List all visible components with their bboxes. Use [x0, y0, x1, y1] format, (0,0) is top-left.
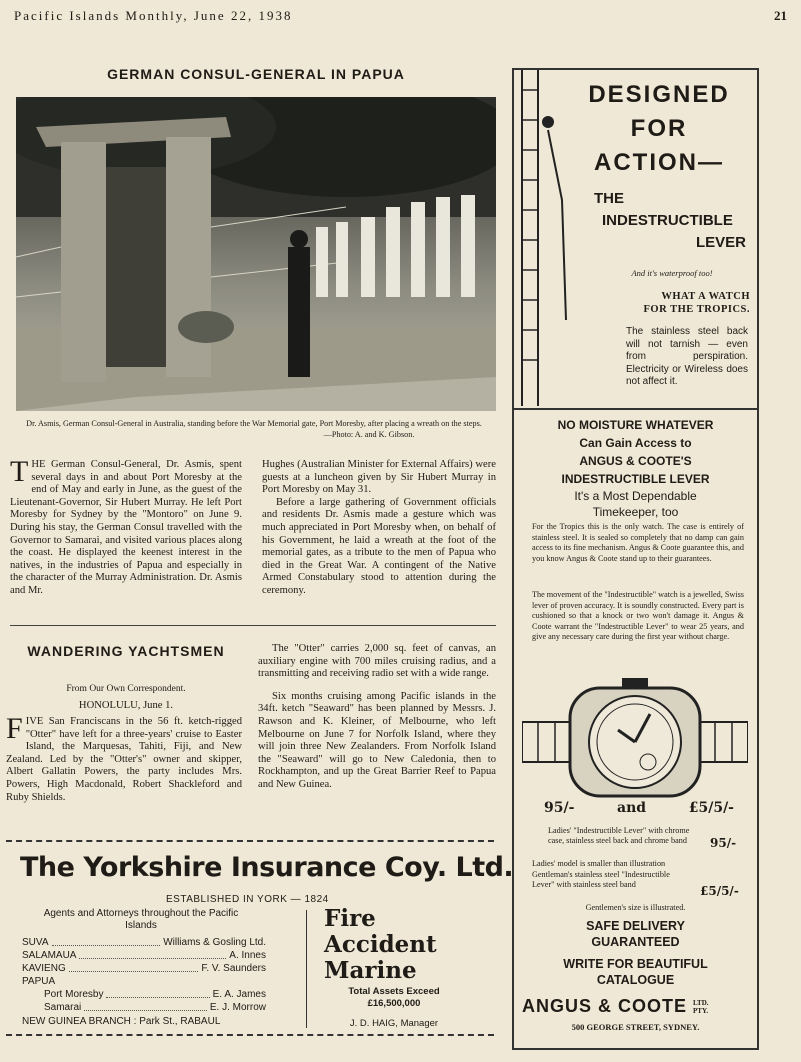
article2-column1 [6, 712, 242, 804]
agent-name: E. J. Morrow [209, 1002, 266, 1013]
product-name [594, 188, 750, 254]
moisture-line: NO MOISTURE WHATEVER [557, 418, 714, 432]
dropcap: T [10, 455, 29, 488]
headline-line: ACTION— [594, 149, 724, 176]
price-and: and [617, 800, 647, 816]
masthead: Pacific Islands Monthly, June 22, 1938 [14, 8, 293, 23]
catalogue-line: WRITE FOR BEAUTIFUL [563, 957, 708, 971]
delivery-line: GUARANTEED [591, 935, 680, 949]
product-line: INDESTRUCTIBLE [602, 212, 733, 229]
article1-col1-text: HE German Consul-General, Dr. Asmis, spent several days in and about Port Moresby at the end of May and early in June, as the guest of the Lieutenant-Governor, Sir Hubert Murray. He left Port Moresby for Sydney by the "Montoro" on June 9. During his stay, the German Consul travelled with the Governor to Samarai, and visited various places along the coast. He displayed the keenest interest in the natives, in the industries of Papua and especially in the character of the Murray Administration. Dr. Asmis and Mr. [10, 459, 242, 596]
moisture-block [514, 416, 757, 488]
agent-row [22, 949, 266, 962]
ad-headline [574, 78, 744, 180]
manager-line: J. D. HAIG, Manager [349, 1018, 439, 1029]
price-high: £5/5/- [688, 800, 734, 816]
article2-col1-text: IVE San Franciscans in the 56 ft. ketch-rigged "Otter" have left for a three-years' cruise to Easter Island, the Marquesas, Tahiti, Fiji, and New Zealand. Led by the "Otter's" owner and skipper, Albert Gallatin Powers, the party includes Mrs. Powers, High Macdonald, Robert Shackleford and Ruby Shields. [6, 716, 242, 803]
ad-divider [306, 910, 307, 1028]
brand-suffix: LTD. PTY. [693, 998, 709, 1015]
headline-line: FOR [630, 115, 688, 142]
gents-desc: Gentleman's stainless steel "Indestructible Lever" with stainless steel band [532, 870, 670, 890]
moisture-line: INDESTRUCTIBLE LEVER [561, 472, 710, 486]
article1-column1 [10, 455, 242, 598]
assets-label: Total Assets Exceed [348, 986, 440, 997]
dependable-block [514, 488, 757, 520]
agent-place: Port Moresby [44, 989, 104, 1000]
tagline [594, 290, 750, 316]
article1-col2-para1: Hughes (Australian Minister for External Affairs) were guests at a luncheon given by Sir Hubert Murray in Port Moresby on May 31. [262, 459, 496, 496]
agent-row [22, 936, 266, 949]
agent-name: A. Innes [229, 950, 266, 961]
byline: From Our Own Correspondent. [66, 684, 186, 694]
ladies-desc: Ladies' "Indestructible Lever" with chrome case, stainless steel back and chrome band [548, 826, 690, 846]
dependable-line: It's a Most Dependable [574, 489, 697, 503]
papua-label: PAPUA [22, 976, 56, 987]
assets-block [324, 986, 464, 1010]
article2-column2 [258, 643, 496, 792]
established-line: ESTABLISHED IN YORK — 1824 [166, 894, 329, 905]
insurance-lines [324, 906, 484, 984]
catalogue-block [514, 956, 757, 988]
agent-row [22, 1001, 266, 1014]
agent-row [22, 962, 266, 975]
article-title: GERMAN CONSUL-GENERAL IN PAPUA [107, 66, 405, 82]
product-line: LEVER [695, 234, 746, 251]
article1-column2 [262, 459, 496, 598]
article1-col2-para2: Before a large gathering of Government officials and residents Dr. Asmis made a gesture which was much appreciated in Port Moresby when, on behalf of his Government, he laid a wreath at the foot of the memorial gates, as a tribute to the men of Papua who died in the Great War. A contingent of the Native Armed Constabulary stood to attention during the ceremony. [262, 496, 496, 596]
agent-row [22, 988, 266, 1001]
agent-place: SALAMAUA [22, 950, 77, 961]
catalogue-line: CATALOGUE [596, 973, 675, 987]
tagline-line: FOR THE TROPICS. [643, 304, 750, 315]
brand-name: ANGUS & COOTE [522, 996, 688, 1016]
product-line: THE [594, 190, 624, 207]
dateline: HONOLULU, June 1. [78, 700, 174, 711]
photo-credit: —Photo: A. and K. Gibson. [323, 430, 415, 439]
price-low: 95/- [544, 800, 575, 816]
page-header [14, 8, 787, 26]
article2-title: WANDERING YACHTSMEN [27, 643, 225, 659]
gents-note: Gentlemen's size is illustrated. [585, 903, 686, 912]
photo-illustration [16, 97, 496, 411]
brand-block [522, 996, 752, 1017]
price-row [544, 800, 734, 816]
moisture-line: ANGUS & COOTE'S [579, 454, 692, 468]
waterproof-note: And it's waterproof too! [631, 268, 713, 278]
body-text-1: The stainless steel back will not tarnish — even from perspiration. Electricity or Wireless does not affect it. [626, 326, 748, 387]
address: 500 GEORGE STREET, SYDNEY. [571, 1022, 700, 1032]
line-accident: Accident [324, 931, 437, 958]
delivery-block [514, 918, 757, 950]
line-fire: Fire [324, 905, 376, 932]
body-text-3: The movement of the "Indestructible" watch is a jewelled, Swiss lever of proven accuracy. It is soundly constructed. Every part is cushioned so that a knock or two won't damage it. Angus & Coote warrant the "Indestructible Lever" to wear 25 years, and give any necessary care during the first year without charge. [532, 590, 744, 642]
agent-name: Williams & Gosling Ltd. [163, 937, 266, 948]
assets-value: £16,500,000 [367, 998, 421, 1009]
body-text-2: For the Tropics this is the only watch. The case is entirely of stainless steel. It is sealed so completely that no damp can gain access to its fine mechanism. Angus & Coote guarantee this, and you know Angus & Coote stand up to their guarantees. [532, 522, 744, 563]
headline-line: DESIGNED [588, 81, 730, 108]
watch-ad [512, 68, 759, 1050]
watch-illustration [522, 678, 748, 802]
gents-price: £5/5/- [700, 884, 739, 898]
delivery-line: SAFE DELIVERY [586, 919, 685, 933]
memorial-photo [16, 97, 496, 411]
branch-line: NEW GUINEA BRANCH : Park St., RABAUL [22, 1016, 221, 1027]
dropcap: F [6, 712, 23, 745]
agents-list [22, 936, 266, 1014]
yorkshire-insurance-ad [6, 840, 514, 1036]
moisture-line: Can Gain Access to [579, 436, 692, 450]
article2-col2-para1: The "Otter" carries 2,000 sq. feet of canvas, an auxiliary engine with 700 miles cruising radius, and a transmitting and receiving radio set with a wide range. [258, 643, 496, 680]
agents-heading: Agents and Attorneys throughout the Pacific Islands [43, 908, 239, 931]
photo-caption [14, 418, 494, 440]
tagline-line: WHAT A WATCH [661, 291, 750, 302]
ad-title: The Yorkshire Insurance Coy. Ltd. [20, 852, 514, 883]
ladies-price: 95/- [710, 836, 737, 850]
page-number: 21 [774, 8, 787, 23]
ad-divider [514, 408, 757, 410]
section-divider [10, 625, 496, 626]
agent-place: SUVA [22, 937, 49, 948]
agent-name: F. V. Saunders [201, 963, 266, 974]
line-marine: Marine [324, 957, 417, 984]
article2-col2-para2: Six months cruising among Pacific islands in the 34ft. ketch "Seaward" has been planned by Messrs. J. Rawson and K. Kleiner, of Melbourne, who left Melbourne on June 7 for Norfolk Island, where they will join three New Zealanders. From Norfolk Island the "Seaward" will go to New Caledonia, then to Rockhampton, and up the Great Barrier Reef to Papua and New Guinea. [258, 690, 496, 790]
agent-place: Samarai [44, 1002, 82, 1013]
ladies-note: Ladies' model is smaller than illustration [532, 859, 666, 868]
dependable-line: Timekeeper, too [592, 505, 679, 519]
caption-text: Dr. Asmis, German Consul-General in Australia, standing before the War Memorial gate, Port Moresby, after placing a wreath on the steps. [26, 419, 482, 428]
agent-place: KAVIENG [22, 963, 66, 974]
agent-name: E. A. James [212, 989, 266, 1000]
